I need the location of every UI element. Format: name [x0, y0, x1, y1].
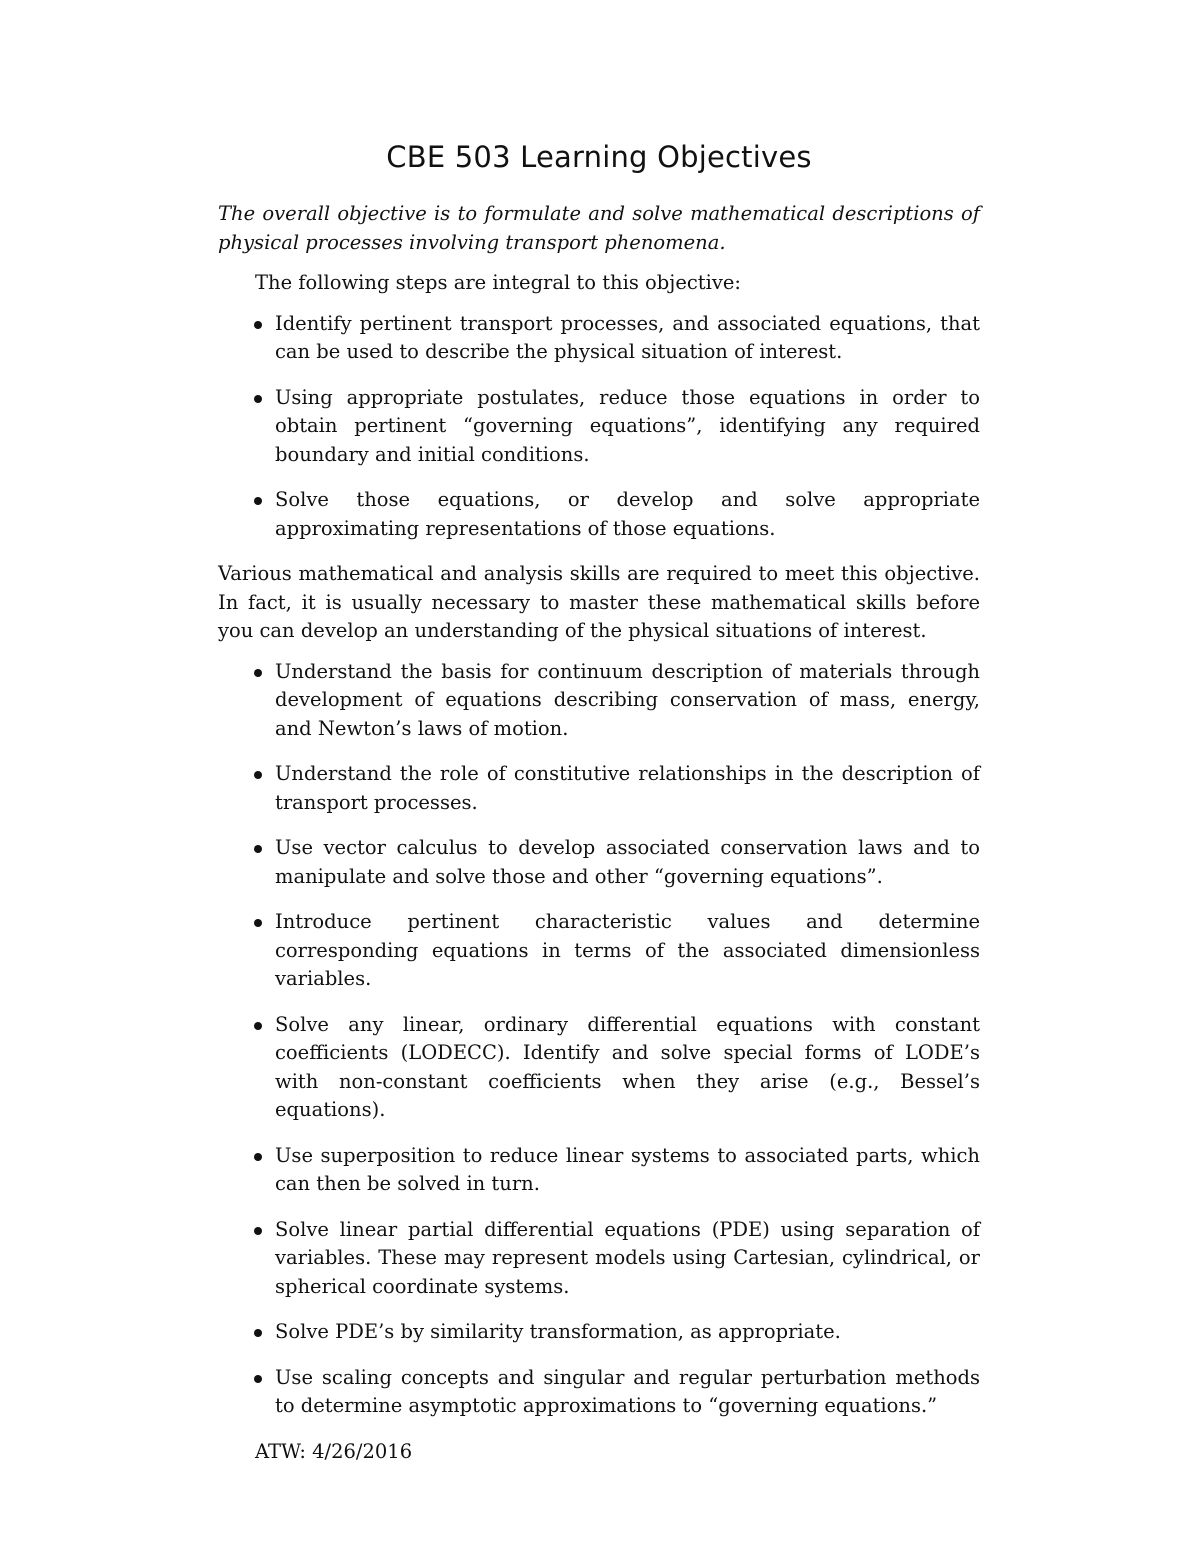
bullet-icon [254, 497, 262, 505]
list-item [218, 1011, 980, 1125]
list-item [218, 658, 980, 744]
bullet-icon [254, 395, 262, 403]
list-item [218, 834, 980, 891]
list-item-text: Introduce pertinent characteristic values and determine corresponding equations in terms of the associated dimensionless variables. [275, 910, 980, 990]
list-item [218, 1216, 980, 1302]
list-item [218, 1142, 980, 1199]
steps-list [218, 310, 980, 544]
overall-objective: The overall objective is to formulate and solve mathematical descriptions of physical processes involving transport phenomena. [218, 202, 980, 254]
list-item-text: Using appropriate postulates, reduce those equations in order to obtain pertinent “governing equations”, identifying any required boundary and initial conditions. [275, 385, 980, 466]
bullet-icon [254, 1227, 262, 1235]
bullet-icon [254, 771, 262, 779]
bullet-icon [254, 669, 262, 677]
list-item-text: Solve linear partial differential equations (PDE) using separation of variables. These may represent models using Cartesian, cylindrical, or spherical coordinate systems. [275, 1217, 980, 1298]
skills-list [218, 658, 980, 1421]
list-item [218, 384, 980, 470]
list-item-text: Use vector calculus to develop associated conservation laws and to manipulate and solve those and other “governing equations”. [275, 836, 980, 888]
list-item-text: Identify pertinent transport processes, and associated equations, that can be used to describe the physical situation of interest. [275, 311, 980, 363]
skills-intro: Various mathematical and analysis skills are required to meet this objective. In fact, it is usually necessary to master these mathematical skills before you can develop an understanding of the physical situations of interest. [218, 562, 980, 642]
bullet-icon [254, 321, 262, 329]
list-item [218, 310, 980, 367]
list-item-text: Use superposition to reduce linear systems to associated parts, which can then be solved in turn. [275, 1143, 980, 1195]
list-item-text: Understand the basis for continuum description of materials through development of equations describing conservation of mass, energy, and Newton’s laws of motion. [275, 659, 980, 740]
list-item [218, 1318, 980, 1347]
list-item-text: Use scaling concepts and singular and regular perturbation methods to determine asymptotic approximations to “governing equations.” [275, 1365, 980, 1417]
list-item [218, 486, 980, 543]
bullet-icon [254, 1329, 262, 1337]
bullet-icon [254, 919, 262, 927]
bullet-icon [254, 1022, 262, 1030]
list-item-text: Solve any linear, ordinary differential equations with constant coefficients (LODECC). Identify and solve special forms of LODE’s with non-constant coefficients when they arise (e.g., Bessel’s equations). [275, 1012, 980, 1121]
steps-intro: The following steps are integral to this objective: [255, 271, 741, 294]
list-item [218, 760, 980, 817]
list-item-text: Understand the role of constitutive relationships in the description of transport processes. [275, 762, 980, 814]
list-item-text: Solve those equations, or develop and solve appropriate approximating representations of those equations. [275, 488, 980, 540]
bullet-icon [254, 1153, 262, 1161]
list-item-text: Solve PDE’s by similarity transformation, as appropriate. [275, 1320, 841, 1343]
list-item [218, 908, 980, 994]
signature-date: ATW: 4/26/2016 [255, 1439, 413, 1463]
document-page [218, 138, 980, 1466]
page-title: CBE 503 Learning Objectives [386, 140, 812, 174]
bullet-icon [254, 845, 262, 853]
list-item [218, 1364, 980, 1421]
bullet-icon [254, 1375, 262, 1383]
